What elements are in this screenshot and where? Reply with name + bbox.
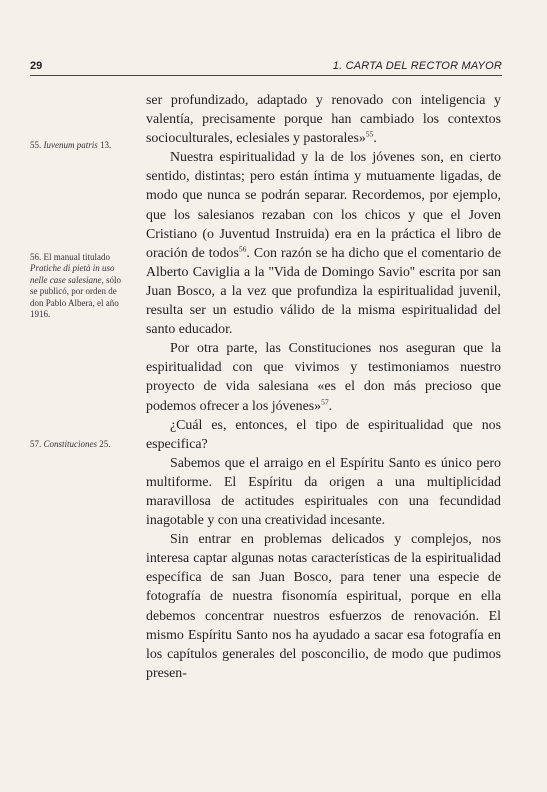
- paragraph-text: Sin entrar en problemas delicados y complejos, nos interesa captar algunas notas características de la espiritualidad específica de san Juan Bosco, para tener una especie de fotografía de nuestra fisonomía espiritual, porque en ella debemos concentrar nuestros esfuerzos de renovación. El mismo Espíritu Santo nos ha ayudado a sacar esa fotografía en los capítulos generales del posconcilio, de modo que pudimos presen-: [146, 532, 501, 681]
- note-text: , sólo se publicó, por orden de don Pablo Albera, el año 1916.: [30, 274, 121, 320]
- footnote-ref-56: 56: [238, 244, 247, 254]
- header-rule: [30, 75, 502, 76]
- paragraph: [146, 416, 501, 454]
- margin-note-55: [30, 140, 126, 151]
- paragraph-text: .: [328, 398, 333, 414]
- note-number: 57.: [30, 439, 42, 449]
- paragraph-text: . Con razón se ha dicho que el comentario de Alberto Caviglia a la ''Vida de Domingo Savio'' escrita por san Juan Bosco, a la vez que profundiza la espiritualidad juvenil, resulta ser un estudio válido de la misma espiritualidad del santo educador.: [146, 245, 501, 338]
- note-tail: 13.: [97, 140, 112, 150]
- margin-note-57: [30, 439, 126, 450]
- paragraph: [146, 454, 501, 530]
- margin-note-56: [30, 252, 126, 320]
- running-head: 1. CARTA DEL RECTOR MAYOR: [332, 60, 502, 72]
- note-title: Constituciones: [43, 439, 97, 449]
- body-text: [146, 91, 501, 683]
- paragraph-text: Sabemos que el arraigo en el Espíritu Santo es único pero multiforme. El Espíritu da origen a una multiplicidad maravillosa de actitudes espirituales con una fecundidad inagotable y con una creatividad incesante.: [146, 455, 501, 529]
- paragraph-text: .: [373, 131, 377, 147]
- page-header: [30, 60, 502, 76]
- paragraph: [146, 91, 501, 148]
- note-title: Pratiche di pietà in uso nelle case salesiane: [30, 263, 115, 285]
- note-tail: 25.: [97, 439, 111, 449]
- paragraph: [146, 530, 501, 683]
- note-number: 55.: [30, 140, 42, 150]
- footnote-ref-55: 55: [365, 129, 374, 139]
- paragraph: [146, 148, 501, 339]
- paragraph: [146, 339, 501, 415]
- paragraph-text: Nuestra espiritualidad y la de los jóvenes son, en cierto sentido, distintas; pero están íntima y mutuamente ligadas, de modo que nunca se podrán separar. Recordemos, por ejemplo, que los salesianos rezaban con los chicos y que el Joven Cristiano (o Juventud Instruida) era en la práctica el libro de oración de todos: [146, 150, 501, 261]
- note-number: 56.: [30, 252, 42, 262]
- note-title: Iuvenum patris: [43, 140, 98, 150]
- page-number: 29: [30, 60, 43, 72]
- footnote-ref-57: 57: [321, 396, 329, 406]
- note-text: El manual titulado: [43, 252, 110, 262]
- paragraph-text: ser profundizado, adaptado y renovado con inteligencia y valentía, precisamente porque han cambiado los contextos socioculturales, eclesiales y pastorales»: [146, 93, 501, 147]
- paragraph-text: Por otra parte, las Constituciones nos aseguran que la espiritualidad con que vivimos y testimoniamos nuestro proyecto de vida salesiana «es el don más precioso que podemos ofrecer a los jóvenes»: [146, 341, 501, 414]
- paragraph-text: ¿Cuál es, entonces, el tipo de espiritualidad que nos especifica?: [146, 417, 501, 452]
